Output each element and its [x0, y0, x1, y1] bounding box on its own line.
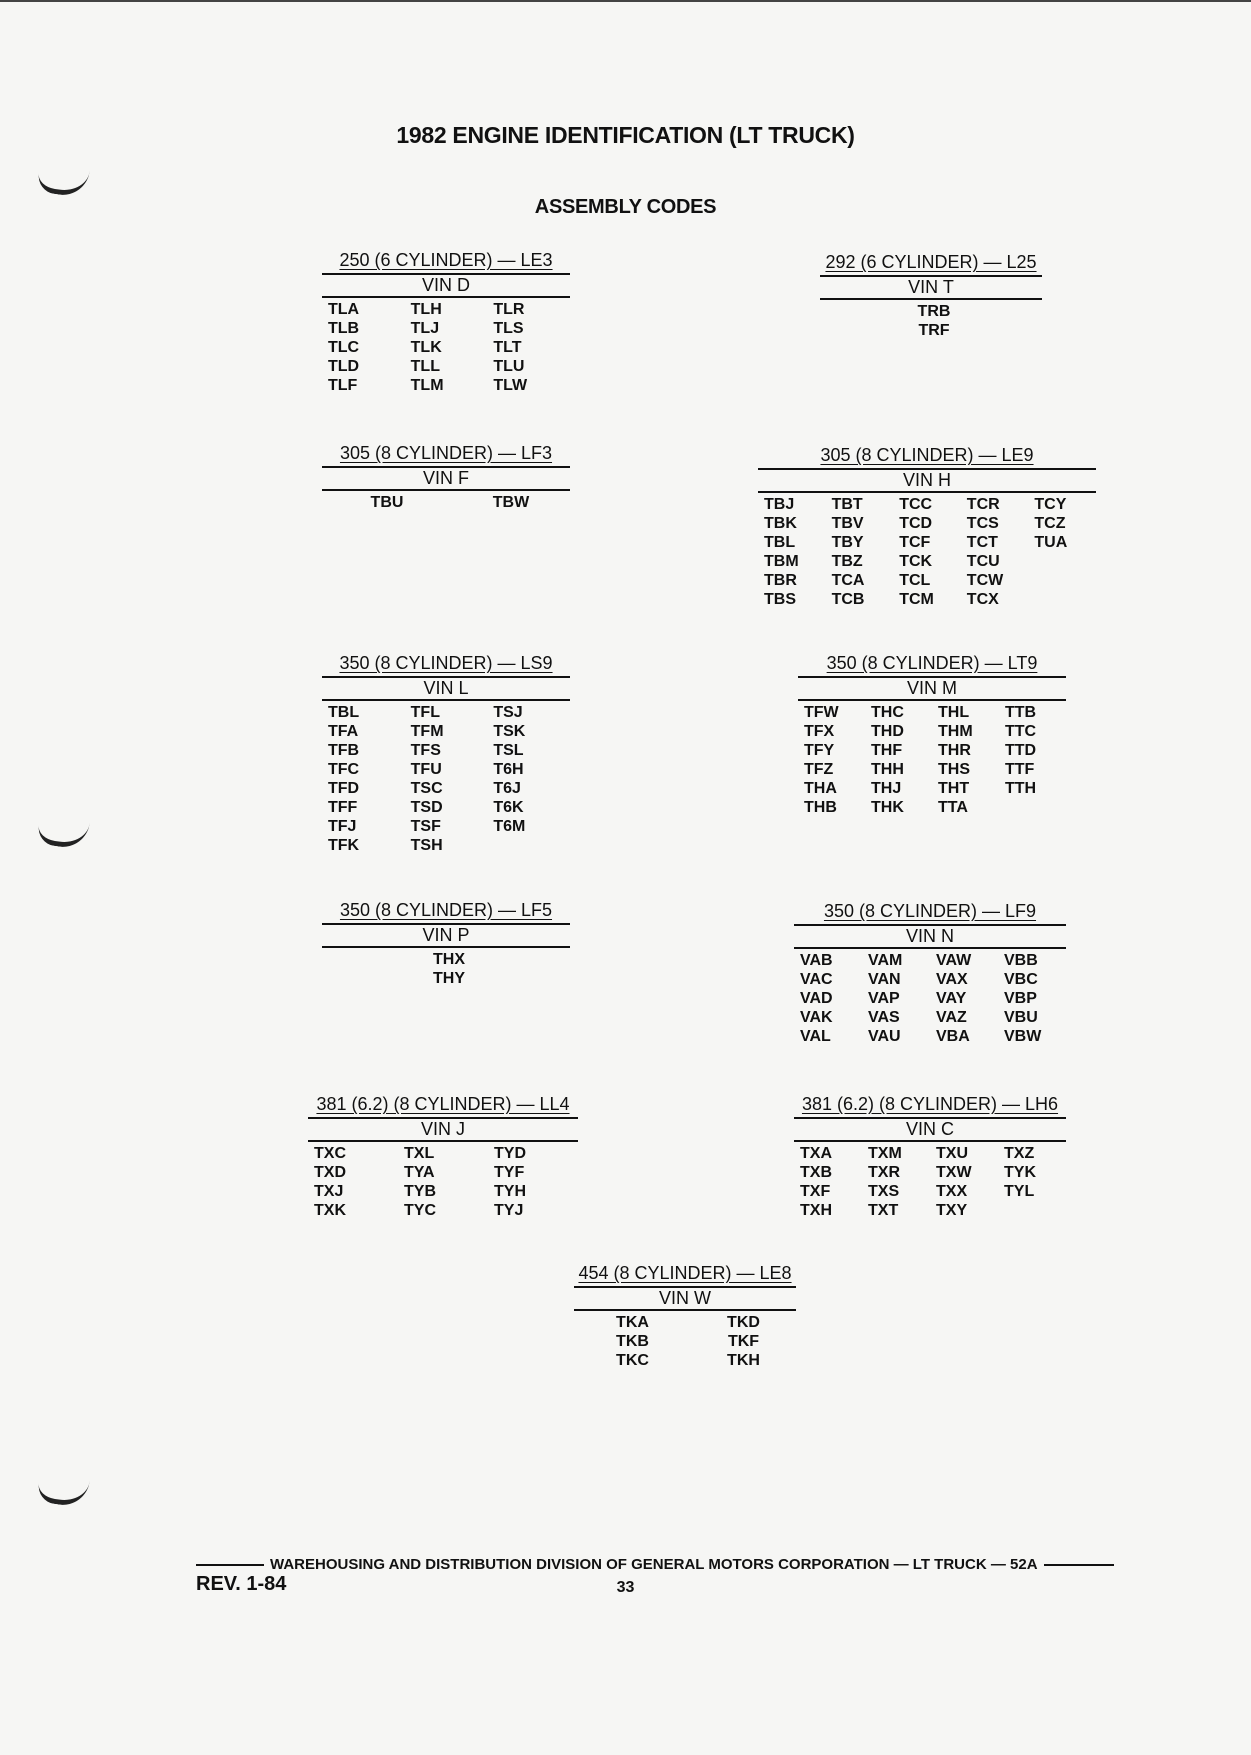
assembly-code: VAW: [936, 952, 972, 969]
assembly-code: TYD: [494, 1145, 526, 1162]
assembly-code: TTB: [1005, 704, 1037, 721]
revision-label: REV. 1-84: [196, 1573, 287, 1595]
top-border: [0, 0, 1251, 2]
vin-code: VIN D: [322, 273, 570, 295]
engine-block: [322, 442, 570, 512]
vin-code: VIN P: [322, 923, 570, 945]
assembly-code: TXW: [936, 1164, 972, 1181]
vin-code: VIN N: [794, 924, 1066, 946]
assembly-code: THM: [938, 723, 973, 740]
assembly-code: TKH: [727, 1352, 760, 1369]
engine-block: [798, 652, 1066, 817]
assembly-code: VAC: [800, 971, 833, 988]
assembly-code: TCA: [831, 572, 865, 589]
vin-code: VIN T: [820, 275, 1042, 297]
assembly-code: TFL: [410, 704, 440, 721]
assembly-code: TYL: [1004, 1183, 1035, 1200]
assembly-code: TXH: [800, 1202, 832, 1219]
assembly-code: TLK: [410, 339, 442, 356]
assembly-code: TBL: [328, 704, 360, 721]
assembly-code: VBC: [1004, 971, 1038, 988]
assembly-code: TBK: [764, 515, 797, 532]
vin-code: VIN F: [322, 466, 570, 488]
assembly-code: TFA: [328, 723, 359, 740]
engine-header: 250 (6 CYLINDER) — LE3: [339, 250, 553, 270]
footer-rule-right: [1044, 1564, 1114, 1566]
engine-block: [758, 444, 1096, 609]
assembly-code: VAK: [800, 1009, 833, 1026]
assembly-code: [1028, 552, 1096, 571]
assembly-code: THT: [938, 780, 970, 797]
assembly-code: THR: [938, 742, 971, 759]
assembly-code: TCD: [899, 515, 933, 532]
assembly-code: [487, 836, 570, 855]
engine-block: [322, 249, 570, 395]
assembly-code-grid: [574, 1309, 796, 1370]
assembly-code: THY: [433, 970, 465, 987]
engine-block: [322, 899, 570, 988]
assembly-code: TKA: [616, 1314, 649, 1331]
engine-block: [794, 900, 1066, 1046]
assembly-code: VBU: [1004, 1009, 1038, 1026]
assembly-code: TCB: [831, 591, 865, 608]
assembly-code: TTF: [1005, 761, 1035, 778]
assembly-code: TXC: [314, 1145, 346, 1162]
vin-code: VIN W: [574, 1286, 796, 1308]
assembly-code: TSL: [493, 742, 524, 759]
vin-code: VIN M: [798, 676, 1066, 698]
assembly-code: TCY: [1034, 496, 1067, 513]
assembly-code: TSC: [410, 780, 443, 797]
assembly-code: TTC: [1005, 723, 1037, 740]
engine-block: [574, 1262, 796, 1370]
assembly-code: THB: [804, 799, 837, 816]
assembly-code-grid: [798, 699, 1066, 817]
assembly-code: TYB: [404, 1183, 436, 1200]
assembly-code: VBW: [1004, 1028, 1042, 1045]
engine-block: [322, 652, 570, 855]
assembly-code: TFZ: [804, 761, 834, 778]
assembly-code: TXX: [936, 1183, 968, 1200]
assembly-code: TCM: [899, 591, 934, 608]
assembly-code: VAB: [800, 952, 833, 969]
engine-header: 350 (8 CYLINDER) — LS9: [339, 653, 553, 673]
assembly-code: T6M: [493, 818, 526, 835]
assembly-code: TLH: [410, 301, 442, 318]
page-title: 1982 ENGINE IDENTIFICATION (LT TRUCK): [396, 122, 855, 148]
page-number: 33: [616, 1579, 635, 1596]
assembly-code: TRB: [917, 303, 951, 320]
assembly-code: TBY: [831, 534, 864, 551]
assembly-code: THC: [871, 704, 904, 721]
assembly-code: TYF: [494, 1164, 525, 1181]
assembly-code: THH: [871, 761, 904, 778]
assembly-code: THD: [871, 723, 904, 740]
assembly-code: TFC: [328, 761, 360, 778]
assembly-code-grid: [322, 946, 570, 988]
assembly-code: TCW: [966, 572, 1004, 589]
assembly-code: TFW: [804, 704, 839, 721]
assembly-code: TXF: [800, 1183, 831, 1200]
vin-code: VIN L: [322, 676, 570, 698]
assembly-code: TCC: [899, 496, 933, 513]
footer-rule-left: [196, 1564, 264, 1566]
assembly-code: TLU: [493, 358, 525, 375]
assembly-code: TFX: [804, 723, 835, 740]
engine-header: 454 (8 CYLINDER) — LE8: [578, 1263, 792, 1283]
assembly-code-grid: [794, 1140, 1066, 1220]
assembly-code: TFY: [804, 742, 835, 759]
assembly-code-grid: [820, 298, 1042, 340]
assembly-code: VAS: [868, 1009, 900, 1026]
vin-code: VIN C: [794, 1117, 1066, 1139]
assembly-code: TBZ: [831, 553, 863, 570]
assembly-code: TLW: [493, 377, 528, 394]
assembly-code: TKB: [616, 1333, 649, 1350]
assembly-code: TXZ: [1004, 1145, 1035, 1162]
assembly-code: TYK: [1004, 1164, 1036, 1181]
assembly-code: TKC: [616, 1352, 649, 1369]
assembly-code: TLS: [493, 320, 524, 337]
assembly-code: VAU: [868, 1028, 901, 1045]
assembly-code: TTD: [1005, 742, 1037, 759]
assembly-code-grid: [322, 296, 570, 395]
assembly-code: TSF: [410, 818, 441, 835]
assembly-code: THA: [804, 780, 837, 797]
assembly-code: VBB: [1004, 952, 1038, 969]
assembly-code: TFF: [328, 799, 358, 816]
engine-header: 305 (8 CYLINDER) — LE9: [820, 445, 1034, 465]
assembly-code: THJ: [871, 780, 902, 797]
assembly-code: TCT: [966, 534, 998, 551]
assembly-code: TLJ: [410, 320, 440, 337]
assembly-code: TLL: [410, 358, 440, 375]
assembly-code: [999, 798, 1066, 817]
engine-header: 350 (8 CYLINDER) — LF5: [339, 900, 553, 920]
assembly-code: TLM: [410, 377, 444, 394]
assembly-code-grid: [758, 491, 1096, 609]
assembly-code: TXB: [800, 1164, 832, 1181]
assembly-code: TCX: [966, 591, 999, 608]
assembly-code: TFB: [328, 742, 360, 759]
assembly-code: TSJ: [493, 704, 523, 721]
assembly-code: VAZ: [936, 1009, 967, 1026]
assembly-code: TCU: [966, 553, 1000, 570]
assembly-code: TKD: [727, 1314, 760, 1331]
assembly-code: VAN: [868, 971, 901, 988]
assembly-code: TXK: [314, 1202, 346, 1219]
assembly-code: VAL: [800, 1028, 831, 1045]
assembly-code: TSH: [410, 837, 443, 854]
assembly-code: TBJ: [764, 496, 795, 513]
assembly-code: TXM: [868, 1145, 902, 1162]
assembly-code: TCF: [899, 534, 931, 551]
assembly-code: THX: [433, 951, 465, 968]
binder-mark: [36, 1475, 89, 1509]
assembly-code: TXY: [936, 1202, 968, 1219]
assembly-code: TYJ: [494, 1202, 524, 1219]
footer-text: WAREHOUSING AND DISTRIBUTION DIVISION OF GENERAL MOTORS CORPORATION — LT TRUCK — 52A: [270, 1556, 1038, 1573]
assembly-code: TBS: [764, 591, 796, 608]
assembly-code: VBP: [1004, 990, 1037, 1007]
assembly-code: TXT: [868, 1202, 899, 1219]
assembly-code: TXL: [404, 1145, 435, 1162]
assembly-code: TYA: [404, 1164, 435, 1181]
engine-block: [794, 1093, 1066, 1220]
assembly-code-grid: [322, 699, 570, 855]
assembly-code: TBM: [764, 553, 799, 570]
assembly-code: TSD: [410, 799, 443, 816]
assembly-code: TLA: [328, 301, 360, 318]
assembly-code: TCS: [966, 515, 999, 532]
assembly-code: TXS: [868, 1183, 900, 1200]
assembly-code: TTA: [938, 799, 968, 816]
footer: [190, 1556, 1170, 1573]
engine-header: 350 (8 CYLINDER) — LT9: [826, 653, 1038, 673]
assembly-code: TTH: [1005, 780, 1037, 797]
assembly-code: TBT: [831, 496, 863, 513]
assembly-code: TXA: [800, 1145, 832, 1162]
engine-block: [820, 251, 1042, 340]
assembly-code: THL: [938, 704, 970, 721]
assembly-code: TFD: [328, 780, 360, 797]
assembly-code: TXD: [314, 1164, 346, 1181]
assembly-code-grid: [322, 489, 570, 512]
assembly-code: VAY: [936, 990, 967, 1007]
engine-header: 381 (6.2) (8 CYLINDER) — LH6: [801, 1094, 1059, 1114]
assembly-code: TCR: [966, 496, 1000, 513]
assembly-code: [998, 1201, 1066, 1220]
assembly-code: TBW: [492, 494, 530, 511]
assembly-code: TXU: [936, 1145, 968, 1162]
assembly-code: TRF: [918, 322, 950, 339]
assembly-code: TFK: [328, 837, 360, 854]
page-subtitle: ASSEMBLY CODES: [534, 196, 717, 218]
vin-code: VIN H: [758, 468, 1096, 490]
assembly-code: VAX: [936, 971, 968, 988]
assembly-code: THF: [871, 742, 903, 759]
assembly-code: TBV: [831, 515, 864, 532]
assembly-code: TYC: [404, 1202, 436, 1219]
assembly-code: TKF: [727, 1333, 760, 1350]
binder-mark: [36, 817, 89, 851]
assembly-code: TLR: [493, 301, 525, 318]
assembly-code: VBA: [936, 1028, 970, 1045]
assembly-code: [1028, 590, 1096, 609]
assembly-code-grid: [308, 1140, 578, 1220]
engine-header: 292 (6 CYLINDER) — L25: [825, 252, 1037, 272]
assembly-code: THK: [871, 799, 904, 816]
assembly-code: TXR: [868, 1164, 900, 1181]
assembly-code: TLT: [493, 339, 522, 356]
binder-mark: [36, 165, 89, 199]
assembly-code: TLC: [328, 339, 360, 356]
assembly-code: TSK: [493, 723, 526, 740]
assembly-code: TLD: [328, 358, 360, 375]
assembly-code: VAP: [868, 990, 900, 1007]
assembly-code: TFM: [410, 723, 444, 740]
assembly-code: TCL: [899, 572, 931, 589]
assembly-code: TYH: [494, 1183, 526, 1200]
assembly-code-grid: [794, 947, 1066, 1046]
assembly-code: TBR: [764, 572, 797, 589]
assembly-code: TLF: [328, 377, 358, 394]
assembly-code: VAM: [868, 952, 903, 969]
assembly-code: TCK: [899, 553, 933, 570]
engine-block: [308, 1093, 578, 1220]
assembly-code: [1028, 571, 1096, 590]
assembly-code: TBU: [370, 494, 404, 511]
engine-header: 350 (8 CYLINDER) — LF9: [823, 901, 1037, 921]
assembly-code: T6H: [493, 761, 524, 778]
vin-code: VIN J: [308, 1117, 578, 1139]
assembly-code: VAD: [800, 990, 833, 1007]
assembly-code: THS: [938, 761, 970, 778]
assembly-code: TFJ: [328, 818, 357, 835]
assembly-code: TCZ: [1034, 515, 1066, 532]
assembly-code: TLB: [328, 320, 360, 337]
assembly-code: TFS: [410, 742, 441, 759]
engine-header: 381 (6.2) (8 CYLINDER) — LL4: [316, 1094, 570, 1114]
assembly-code: TXJ: [314, 1183, 344, 1200]
assembly-code: T6J: [493, 780, 521, 797]
engine-header: 305 (8 CYLINDER) — LF3: [339, 443, 553, 463]
assembly-code: TBL: [764, 534, 796, 551]
assembly-code: T6K: [493, 799, 524, 816]
assembly-code: TFU: [410, 761, 442, 778]
assembly-code: TUA: [1034, 534, 1068, 551]
